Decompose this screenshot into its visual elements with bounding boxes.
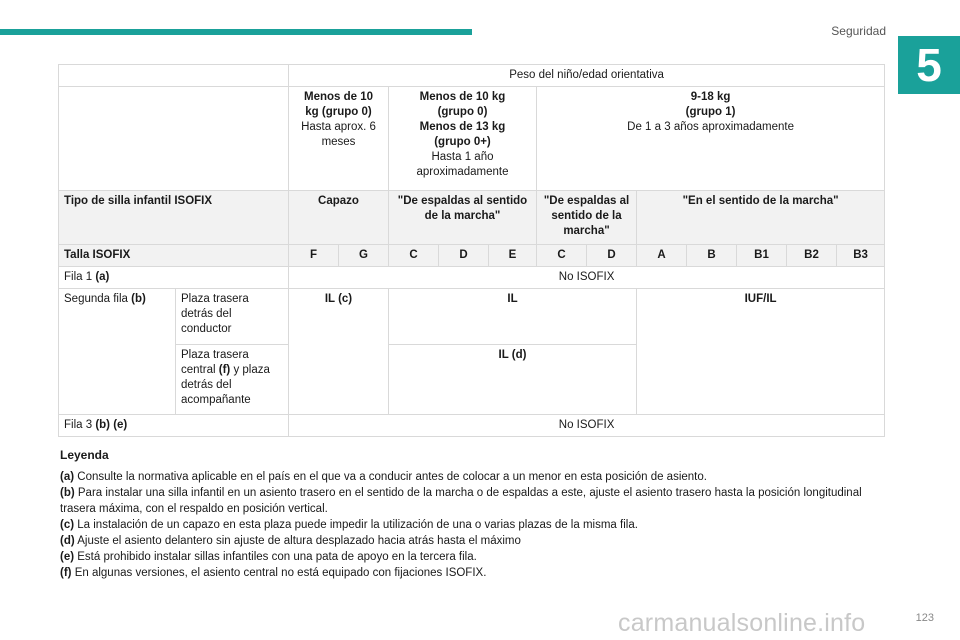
size-cell: B1	[737, 245, 787, 267]
group-1-cell	[537, 87, 885, 191]
row-2-label	[59, 289, 176, 415]
legend-key: (b)	[60, 487, 75, 499]
legend-item	[60, 517, 890, 533]
iuf-il-cell: IUF/IL	[637, 289, 885, 415]
group-0plus-age: Hasta 1 año aproximadamente	[416, 151, 509, 178]
watermark: carmanualsonline.info	[618, 609, 866, 637]
size-cell: A	[637, 245, 687, 267]
legend-item	[60, 549, 890, 565]
type-label: Tipo de silla infantil ISOFIX	[59, 191, 289, 245]
size-cell: B3	[837, 245, 885, 267]
isofix-table	[58, 64, 885, 437]
row-1	[59, 267, 885, 289]
row-2-note: (b)	[131, 293, 146, 305]
legend-title: Leyenda	[60, 448, 109, 462]
type-rear-facing-2: "De espaldas al sentido de la marcha"	[537, 191, 637, 245]
row-3-label-text: Fila 3	[64, 419, 93, 431]
row-3-note: (b) (e)	[95, 419, 128, 431]
legend-text: Ajuste el asiento delantero sin ajuste de altura desplazado hacia atrás hasta el máximo	[77, 535, 521, 547]
size-row	[59, 245, 885, 267]
size-cell: C	[389, 245, 439, 267]
legend-key: (c)	[60, 519, 75, 531]
weight-header-row	[59, 65, 885, 87]
il-d-cell: IL (d)	[389, 345, 637, 415]
size-cell: D	[439, 245, 489, 267]
row-3-value: No ISOFIX	[289, 415, 885, 437]
legend-text: En algunas versiones, el asiento central no está equipado con fijaciones ISOFIX.	[74, 567, 487, 579]
legend-text: Consulte la normativa aplicable en el país en el que va a conducir antes de colocar a un menor en esta posición de asiento.	[77, 471, 707, 483]
row-1-label-text: Fila 1	[64, 271, 93, 283]
legend-item	[60, 533, 890, 549]
weight-header: Peso del niño/edad orientativa	[289, 65, 885, 87]
size-label: Talla ISOFIX	[59, 245, 289, 267]
legend-text: La instalación de un capazo en esta plaza puede impedir la utilización de una o varias plazas de la misma fila.	[77, 519, 638, 531]
il-cell: IL	[389, 289, 637, 345]
group-0plus-title: Menos de 13 kg (grupo 0+)	[419, 121, 506, 148]
group-0plus-cell	[389, 87, 537, 191]
legend-key: (e)	[60, 551, 75, 563]
legend-key: (a)	[60, 471, 75, 483]
seat-passenger-text: y plaza detrás del acompañante	[181, 364, 270, 406]
legend-key: (d)	[60, 535, 75, 547]
size-cell: G	[339, 245, 389, 267]
il-c-cell: IL (c)	[289, 289, 389, 415]
type-forward-facing: "En el sentido de la marcha"	[637, 191, 885, 245]
seat-center-note: (f)	[218, 364, 231, 376]
groups-row	[59, 87, 885, 191]
header-accent-bar	[0, 29, 472, 35]
size-cell: F	[289, 245, 339, 267]
group-1-age: De 1 a 3 años aproximadamente	[627, 121, 795, 133]
group-0-title: Menos de 10 kg (grupo 0)	[303, 91, 374, 118]
row-2a	[59, 289, 885, 345]
size-cell: C	[537, 245, 587, 267]
type-row	[59, 191, 885, 245]
group-0-cell	[289, 87, 389, 191]
row-1-label	[59, 267, 289, 289]
size-cell: D	[587, 245, 637, 267]
seat-behind-driver: Plaza trasera detrás del conductor	[176, 289, 289, 345]
seat-center-text: Plaza trasera central	[181, 349, 249, 376]
seat-center-and-passenger	[176, 345, 289, 415]
size-cell: B	[687, 245, 737, 267]
row-1-value: No ISOFIX	[289, 267, 885, 289]
group-1-title: 9-18 kg (grupo 1)	[685, 91, 736, 118]
row-2-label-text: Segunda fila	[64, 293, 128, 305]
row-1-note: (a)	[95, 271, 110, 283]
type-capazo: Capazo	[289, 191, 389, 245]
type-rear-facing-1: "De espaldas al sentido de la marcha"	[389, 191, 537, 245]
row-3-label	[59, 415, 289, 437]
group-0-age: Hasta aprox. 6 meses	[301, 121, 376, 148]
legend-text: Está prohibido instalar sillas infantiles con una pata de apoyo en la tercera fila.	[77, 551, 477, 563]
legend-item	[60, 565, 890, 581]
section-title: Seguridad	[831, 24, 886, 38]
page-number: 123	[915, 612, 934, 624]
legend	[60, 469, 890, 581]
legend-item	[60, 485, 890, 517]
legend-item	[60, 469, 890, 485]
size-cell: E	[489, 245, 537, 267]
legend-text: Para instalar una silla infantil en un asiento trasero en el sentido de la marcha o de espaldas a este, ajuste el asiento trasero hasta la posición longitudinal trasera máxima, con el respaldo en posición vertical.	[60, 487, 862, 515]
group-0-title-b: Menos de 10 kg (grupo 0)	[419, 91, 506, 118]
empty-cell	[59, 87, 289, 191]
legend-key: (f)	[60, 567, 72, 579]
size-cell: B2	[787, 245, 837, 267]
empty-cell	[59, 65, 289, 87]
chapter-number-badge: 5	[898, 36, 960, 94]
row-3	[59, 415, 885, 437]
